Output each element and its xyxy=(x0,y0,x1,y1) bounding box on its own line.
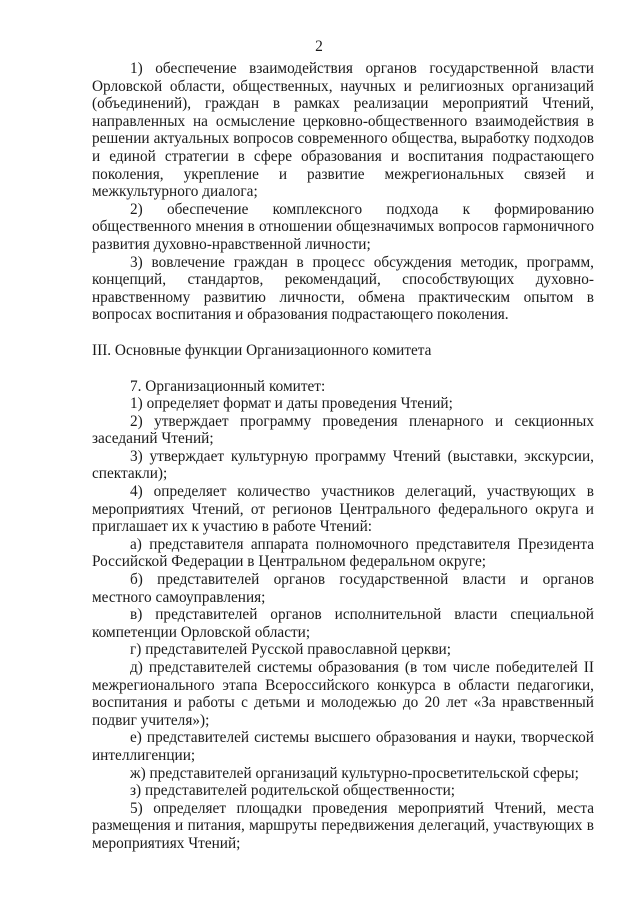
paragraph: 3) утверждает культурную программу Чтений (выставки, экскурсии, спектакли); xyxy=(92,447,594,483)
paragraph: 1) определяет формат и даты проведения Чтений; xyxy=(130,395,453,413)
paragraph: 2) обеспечение комплексного подхода к формированию общественного мнения в отношении общезначимых вопросов гармоничного развития духовно-нравственной личности; xyxy=(92,200,594,253)
paragraph: 1) обеспечение взаимодействия органов государственной власти Орловской области, общественных, научных и религиозных организаций (объединений), граждан в рамках реализации мероприятий Чтений, направленных на осмысление церковно-общественного взаимодействия в решении актуальных вопросов современного общества, выработку подходов и единой стратегии в сфере образования и воспитания подрастающего поколения, укрепление и развитие межрегиональных связей и межкультурного диалога; xyxy=(92,60,594,201)
paragraph: 5) определяет площадки проведения мероприятий Чтений, места размещения и питания, маршруты передвижения делегаций, участвующих в мероприятиях Чтений; xyxy=(92,799,594,852)
document-body xyxy=(92,60,594,853)
paragraph: б) представителей органов государственной власти и органов местного самоуправления; xyxy=(92,571,594,606)
paragraph: з) представителей родительской общественности; xyxy=(130,782,456,800)
section-heading: III. Основные функции Организационного комитета xyxy=(92,341,432,359)
page-number: 2 xyxy=(315,38,323,55)
paragraph: г) представителей Русской православной церкви; xyxy=(130,641,451,659)
paragraph: 2) утверждает программу проведения пленарного и секционных заседаний Чтений; xyxy=(92,412,594,448)
paragraph: ж) представителей организаций культурно-просветительской сферы; xyxy=(130,764,579,782)
paragraph: д) представителей системы образования (в том числе победителей II межрегионального этапа Всероссийского конкурса в области педагогики, воспитания и работы с детьми и молодежью до 20 лет «За нравственный подвиг учителя»); xyxy=(92,659,594,729)
paragraph: в) представителей органов исполнительной власти специальной компетенции Орловской области; xyxy=(92,606,594,641)
paragraph: а) представителя аппарата полномочного представителя Президента Российской Федерации в Центральном федеральном округе; xyxy=(92,535,594,571)
paragraph: 4) определяет количество участников делегаций, участвующих в мероприятиях Чтений, от регионов Центрального федерального округа и приглашает их к участию в работе Чтений: xyxy=(92,483,594,536)
paragraph: е) представителей системы высшего образования и науки, творческой интеллигенции; xyxy=(92,729,594,764)
paragraph: 3) вовлечение граждан в процесс обсуждения методик, программ, концепций, стандартов, рекомендаций, способствующих духовно-нравственному развитию личности, обмена практическим опытом в вопросах воспитания и образования подрастающего поколения. xyxy=(92,253,594,324)
paragraph: 7. Организационный комитет: xyxy=(130,377,326,395)
